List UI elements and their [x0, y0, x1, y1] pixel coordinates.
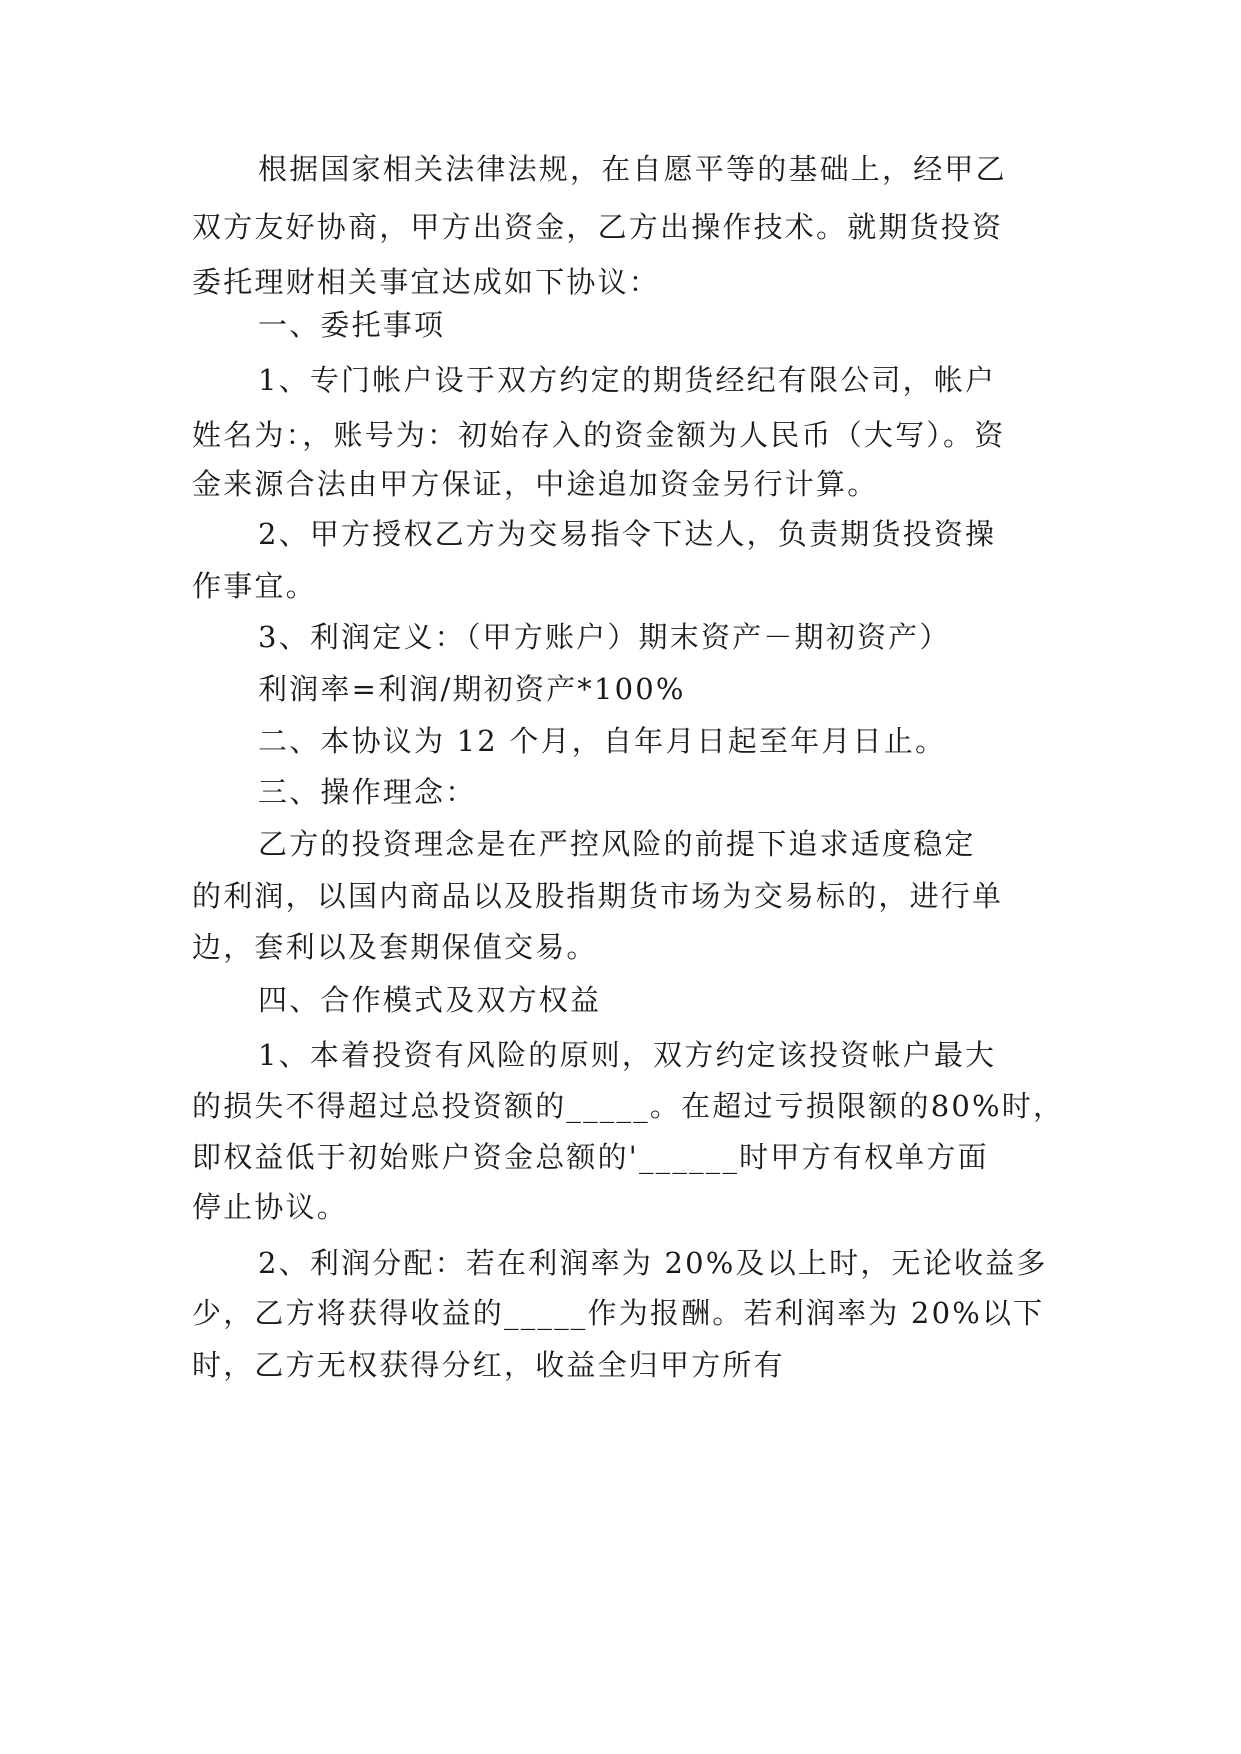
- paragraph-philosophy-line-2: 的利润，以国内商品以及股指期货市场为交易标的，进行单: [192, 879, 1004, 913]
- section-heading-4: 四、合作模式及双方权益: [258, 983, 602, 1017]
- section-heading-3: 三、操作理念：: [258, 775, 477, 809]
- section-heading-1: 一、委托事项: [258, 308, 446, 342]
- paragraph-intro-line-3: 委托理财相关事宜达成如下协议：: [192, 265, 661, 299]
- section-heading-2: 二、本协议为 12 个月，自年月日起至年月日止。: [258, 724, 947, 758]
- clause-4-2-line-3: 时，乙方无权获得分红，收益全归甲方所有: [192, 1348, 785, 1382]
- clause-4-2-line-2: 少，乙方将获得收益的_____作为报酬。若利润率为 20%以下: [192, 1296, 1045, 1330]
- clause-4-2-line-1: 2、利润分配：若在利润率为 20%及以上时，无论收益多: [258, 1246, 1048, 1280]
- paragraph-intro-line-1: 根据国家相关法律法规，在自愿平等的基础上，经甲乙: [258, 152, 1007, 186]
- clause-4-1-line-3: 即权益低于初始账户资金总额的'______时甲方有权单方面: [192, 1140, 989, 1174]
- clause-1-2-line-2: 作事宜。: [192, 569, 317, 603]
- paragraph-intro-line-2: 双方友好协商，甲方出资金，乙方出操作技术。就期货投资: [192, 210, 1004, 244]
- paragraph-philosophy-line-1: 乙方的投资理念是在严控风险的前提下追求适度稳定: [258, 827, 976, 861]
- clause-1-3-line-1: 3、利润定义：（甲方账户）期末资产－期初资产）: [258, 620, 951, 654]
- clause-4-1-line-4: 停止协议。: [192, 1190, 349, 1224]
- clause-4-1-line-2: 的损失不得超过总投资额的_____。在超过亏损限额的80%时，: [192, 1089, 1065, 1123]
- clause-1-2-line-1: 2、甲方授权乙方为交易指令下达人，负责期货投资操: [258, 517, 997, 551]
- clause-1-1-line-2: 姓名为：，账号为：初始存入的资金额为人民币（大写）。资: [192, 418, 1006, 452]
- clause-1-3-formula: 利润率=利润/期初资产*100%: [258, 672, 686, 706]
- clause-1-1-line-1: 1、专门帐户设于双方约定的期货经纪有限公司，帐户: [258, 363, 997, 397]
- paragraph-philosophy-line-3: 边，套利以及套期保值交易。: [192, 930, 598, 964]
- clause-1-1-line-3: 金来源合法由甲方保证，中途追加资金另行计算。: [192, 467, 879, 501]
- clause-4-1-line-1: 1、本着投资有风险的原则，双方约定该投资帐户最大: [258, 1038, 997, 1072]
